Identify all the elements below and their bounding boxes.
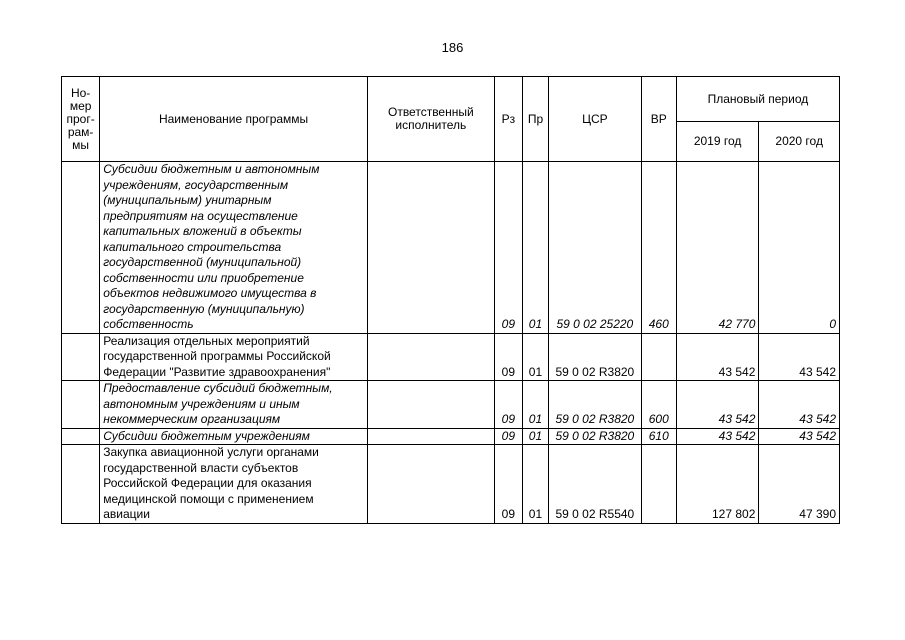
vr-cell <box>641 445 676 524</box>
value-2019-cell: 43 542 <box>676 428 759 445</box>
budget-table <box>61 76 840 524</box>
vr-cell: 610 <box>641 428 676 445</box>
program-name-line: Российской Федерации для оказания <box>103 476 312 490</box>
program-name-line: Субсидии бюджетным и автономным <box>103 162 320 176</box>
responsible-cell <box>367 428 494 445</box>
value-2020-cell: 43 542 <box>759 333 840 381</box>
header-2019: 2019 год <box>676 122 759 162</box>
program-name-line: автономным учреждениям и иным <box>103 396 300 411</box>
header-responsible: Ответственный исполнитель <box>367 77 494 162</box>
program-name-line: некоммерческим организациям <box>103 412 281 426</box>
program-name-line: Реализация отдельных мероприятий <box>103 333 310 348</box>
table-row <box>62 445 840 524</box>
program-name-line: (муниципальным) унитарным <box>103 193 272 207</box>
program-name-line: учреждениям, государственным <box>103 177 289 192</box>
header-planning-period: Плановый период <box>676 77 839 122</box>
vr-cell: 600 <box>641 381 676 429</box>
csr-cell: 59 0 02 R3820 <box>549 381 642 429</box>
value-2019-cell: 42 770 <box>676 162 759 334</box>
header-rz: Рз <box>494 77 522 162</box>
program-name-line: Закупка авиационной услуги органами <box>103 445 319 459</box>
value-2020-cell: 43 542 <box>759 381 840 429</box>
csr-cell: 59 0 02 R3820 <box>549 333 642 381</box>
pr-cell: 01 <box>522 445 548 524</box>
program-name-line: капитальных вложений в объекты <box>103 224 302 238</box>
pr-cell: 01 <box>522 381 548 429</box>
program-number-cell <box>62 381 100 429</box>
pr-cell: 01 <box>522 162 548 334</box>
responsible-cell <box>367 162 494 334</box>
program-name-line: государственной (муниципальной) <box>103 255 302 269</box>
pr-cell: 01 <box>522 333 548 381</box>
program-name-line: государственной программы Российской <box>103 349 331 363</box>
responsible-cell <box>367 381 494 429</box>
header-program-name: Наименование программы <box>100 77 368 162</box>
page-number: 186 <box>441 40 464 55</box>
value-2020-cell: 47 390 <box>759 445 840 524</box>
program-name-line: Предоставление субсидий бюджетным, <box>103 381 333 395</box>
program-name-line: Федерации "Развитие здравоохранения" <box>103 364 331 379</box>
table-row <box>62 162 840 334</box>
value-2019-cell: 127 802 <box>676 445 759 524</box>
program-name-cell <box>100 333 368 381</box>
pr-cell: 01 <box>522 428 548 445</box>
program-name-cell <box>100 445 368 524</box>
responsible-cell <box>367 333 494 381</box>
program-name-cell <box>100 381 368 429</box>
program-name-line: медицинской помощи с применением <box>103 491 314 506</box>
rz-cell: 09 <box>494 381 522 429</box>
header-pr: Пр <box>522 77 548 162</box>
rz-cell: 09 <box>494 333 522 381</box>
header-program-number: Но- мер прог- рам- мы <box>62 77 100 162</box>
program-name-cell <box>100 428 368 445</box>
vr-cell: 460 <box>641 162 676 334</box>
value-2019-cell: 43 542 <box>676 381 759 429</box>
program-number-cell <box>62 333 100 381</box>
program-name-line: Субсидии бюджетным учреждениям <box>103 428 310 443</box>
program-name-line: государственную (муниципальную) <box>103 301 305 316</box>
program-name-line: собственности или приобретение <box>103 270 304 285</box>
program-number-cell <box>62 445 100 524</box>
program-number-cell <box>62 428 100 445</box>
table-row <box>62 381 840 429</box>
value-2020-cell: 0 <box>759 162 840 334</box>
program-name-line: объектов недвижимого имущества в <box>103 286 317 300</box>
program-name-line: авиации <box>103 507 150 521</box>
responsible-cell <box>367 445 494 524</box>
program-name-line: капитального строительства <box>103 239 282 254</box>
program-name-cell <box>100 162 368 334</box>
rz-cell: 09 <box>494 162 522 334</box>
value-2019-cell: 43 542 <box>676 333 759 381</box>
program-name-line: предприятиям на осуществление <box>103 208 298 223</box>
csr-cell: 59 0 02 R3820 <box>549 428 642 445</box>
vr-cell <box>641 333 676 381</box>
csr-cell: 59 0 02 25220 <box>549 162 642 334</box>
header-csr: ЦСР <box>549 77 642 162</box>
csr-cell: 59 0 02 R5540 <box>549 445 642 524</box>
rz-cell: 09 <box>494 428 522 445</box>
program-name-line: государственной власти субъектов <box>103 460 299 475</box>
table-row <box>62 333 840 381</box>
header-2020: 2020 год <box>759 122 840 162</box>
value-2020-cell: 43 542 <box>759 428 840 445</box>
table-row <box>62 428 840 445</box>
rz-cell: 09 <box>494 445 522 524</box>
program-number-cell <box>62 162 100 334</box>
program-name-line: собственность <box>103 317 194 331</box>
header-vr: ВР <box>641 77 676 162</box>
